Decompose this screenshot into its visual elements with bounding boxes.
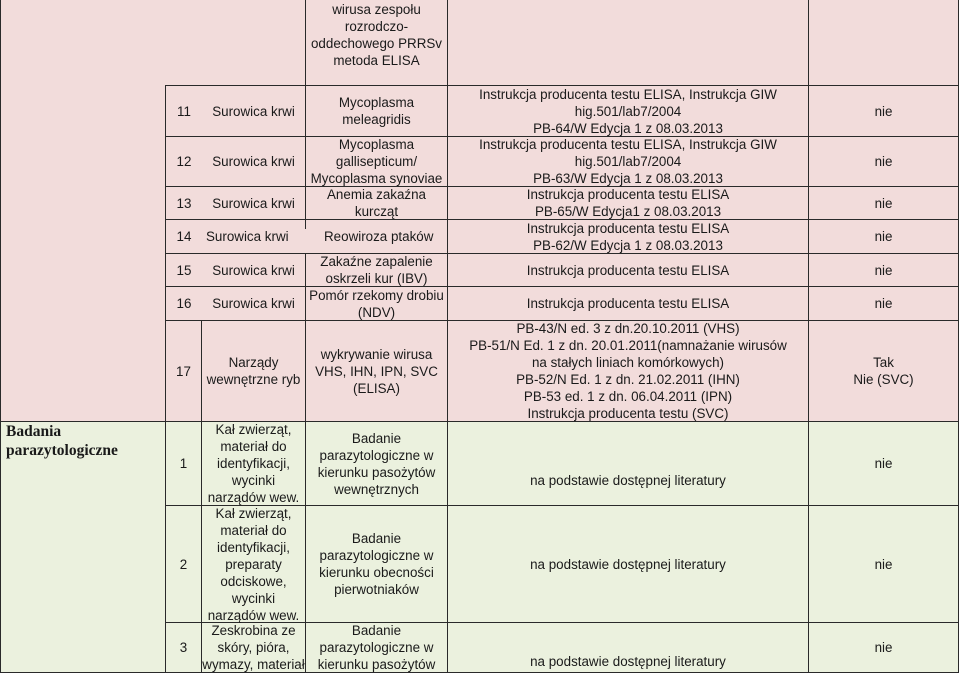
flag-cell: nie (874, 229, 893, 244)
material-cell: Narządy wewnętrzne ryb (206, 355, 301, 387)
row-number: 15 (176, 262, 192, 278)
row-number: 16 (176, 296, 192, 311)
test-cell: Badanie parazytologiczne w kierunku obecności pierwotniaków (319, 531, 434, 597)
test-cell: wykrywanie wirusa VHS, IHN, IPN, SVC (ELISA) (315, 346, 438, 396)
test-cell: Reowiroza ptaków (324, 229, 434, 244)
flag-cell: nie (874, 154, 893, 169)
flag-cell: nie (874, 640, 893, 655)
test-cell: Mycoplasma gallisepticum/ Mycoplasma synoviae (310, 137, 443, 186)
standard-cell: PB-43/N ed. 3 z dn.20.10.2011 (VHS) PB-51/N Ed. 1 z dn. 20.01.2011(namnażanie wirusów na stałych liniach komórkowych) PB-52/N Ed. 1 z dn. 21.02.2011 (IHN) PB-53 ed. 1 z dn. 06.04.2011 (IPN) Instrukcja producenta testu (SVC) (469, 321, 787, 421)
flag-cell: nie (874, 456, 893, 471)
material-cell: Surowica krwi (212, 262, 295, 278)
grid-line (958, 0, 959, 672)
row-number: 11 (177, 103, 191, 119)
standard-cell: Instrukcja producenta testu ELISA PB-62/W Edycja 1 z 08.03.2013 (526, 220, 730, 253)
test-cell: Badanie parazytologiczne w kierunku pasożytów wewnętrznych (317, 430, 436, 497)
row-number: 13 (176, 195, 192, 211)
material-cell: Surowica krwi (212, 296, 295, 311)
flag-cell: nie (874, 262, 893, 278)
flag-cell: nie (874, 556, 893, 572)
test-cell: Mycoplasma meleagridis (338, 95, 415, 127)
standard-cell: Instrukcja producenta testu ELISA PB-65/W Edycja1 z 08.03.2013 (526, 187, 730, 219)
standard-cell: na podstawie dostępnej literatury (530, 653, 726, 669)
top-method-text: wirusa zespołu rozrodczo- oddechowego PRRSv metoda ELISA (310, 2, 442, 68)
standard-cell: na podstawie dostępnej literatury (530, 472, 726, 488)
row-number: 3 (179, 640, 188, 655)
material-cell: Surowica krwi (212, 103, 295, 119)
material-cell: Surowica krwi (212, 154, 295, 169)
row-number: 14 (176, 229, 192, 244)
row-number: 2 (179, 556, 188, 572)
flag-cell: Tak Nie (SVC) (853, 355, 914, 387)
flag-cell: nie (874, 195, 893, 211)
standard-cell: Instrukcja producenta testu ELISA (526, 262, 730, 278)
flag-cell: nie (874, 296, 893, 311)
test-cell: Badanie parazytologiczne w kierunku pasożytów (317, 623, 436, 672)
flag-cell: nie (874, 103, 893, 119)
row-number: 17 (176, 363, 191, 379)
test-cell: Zakaźne zapalenie oskrzeli kur (IBV) (320, 254, 433, 286)
material-cell: Kał zwierząt, materiał do identyfikacji, wycinki narządów wew. (207, 422, 300, 505)
standard-cell: Instrukcja producenta testu ELISA, Instrukcja GIW hig.501/lab7/2004 PB-64/W Edycja 1 z 08.03.2013 (479, 86, 777, 136)
material-cell: Kał zwierząt, materiał do identyfikacji, preparaty odciskowe, wycinki narządów wew. (207, 505, 300, 623)
material-cell: Surowica krwi (206, 229, 289, 244)
row-number: 1 (179, 456, 188, 471)
section-title: Badania parazytologiczne (6, 423, 118, 459)
standard-cell: na podstawie dostępnej literatury (530, 556, 726, 572)
test-cell: Pomór rzekomy drobiu (NDV) (309, 287, 444, 320)
test-cell: Anemia zakaźna kurcząt (327, 187, 426, 219)
grid-line (0, 0, 1, 672)
material-cell: Surowica krwi (212, 195, 295, 211)
row-number: 12 (176, 154, 192, 169)
material-cell: Zeskrobina ze skóry, pióra, wymazy, materiał (202, 623, 305, 672)
standard-cell: Instrukcja producenta testu ELISA (526, 296, 730, 311)
standard-cell: Instrukcja producenta testu ELISA, Instrukcja GIW hig.501/lab7/2004 PB-63/W Edycja 1 z 08.03.2013 (479, 137, 777, 186)
